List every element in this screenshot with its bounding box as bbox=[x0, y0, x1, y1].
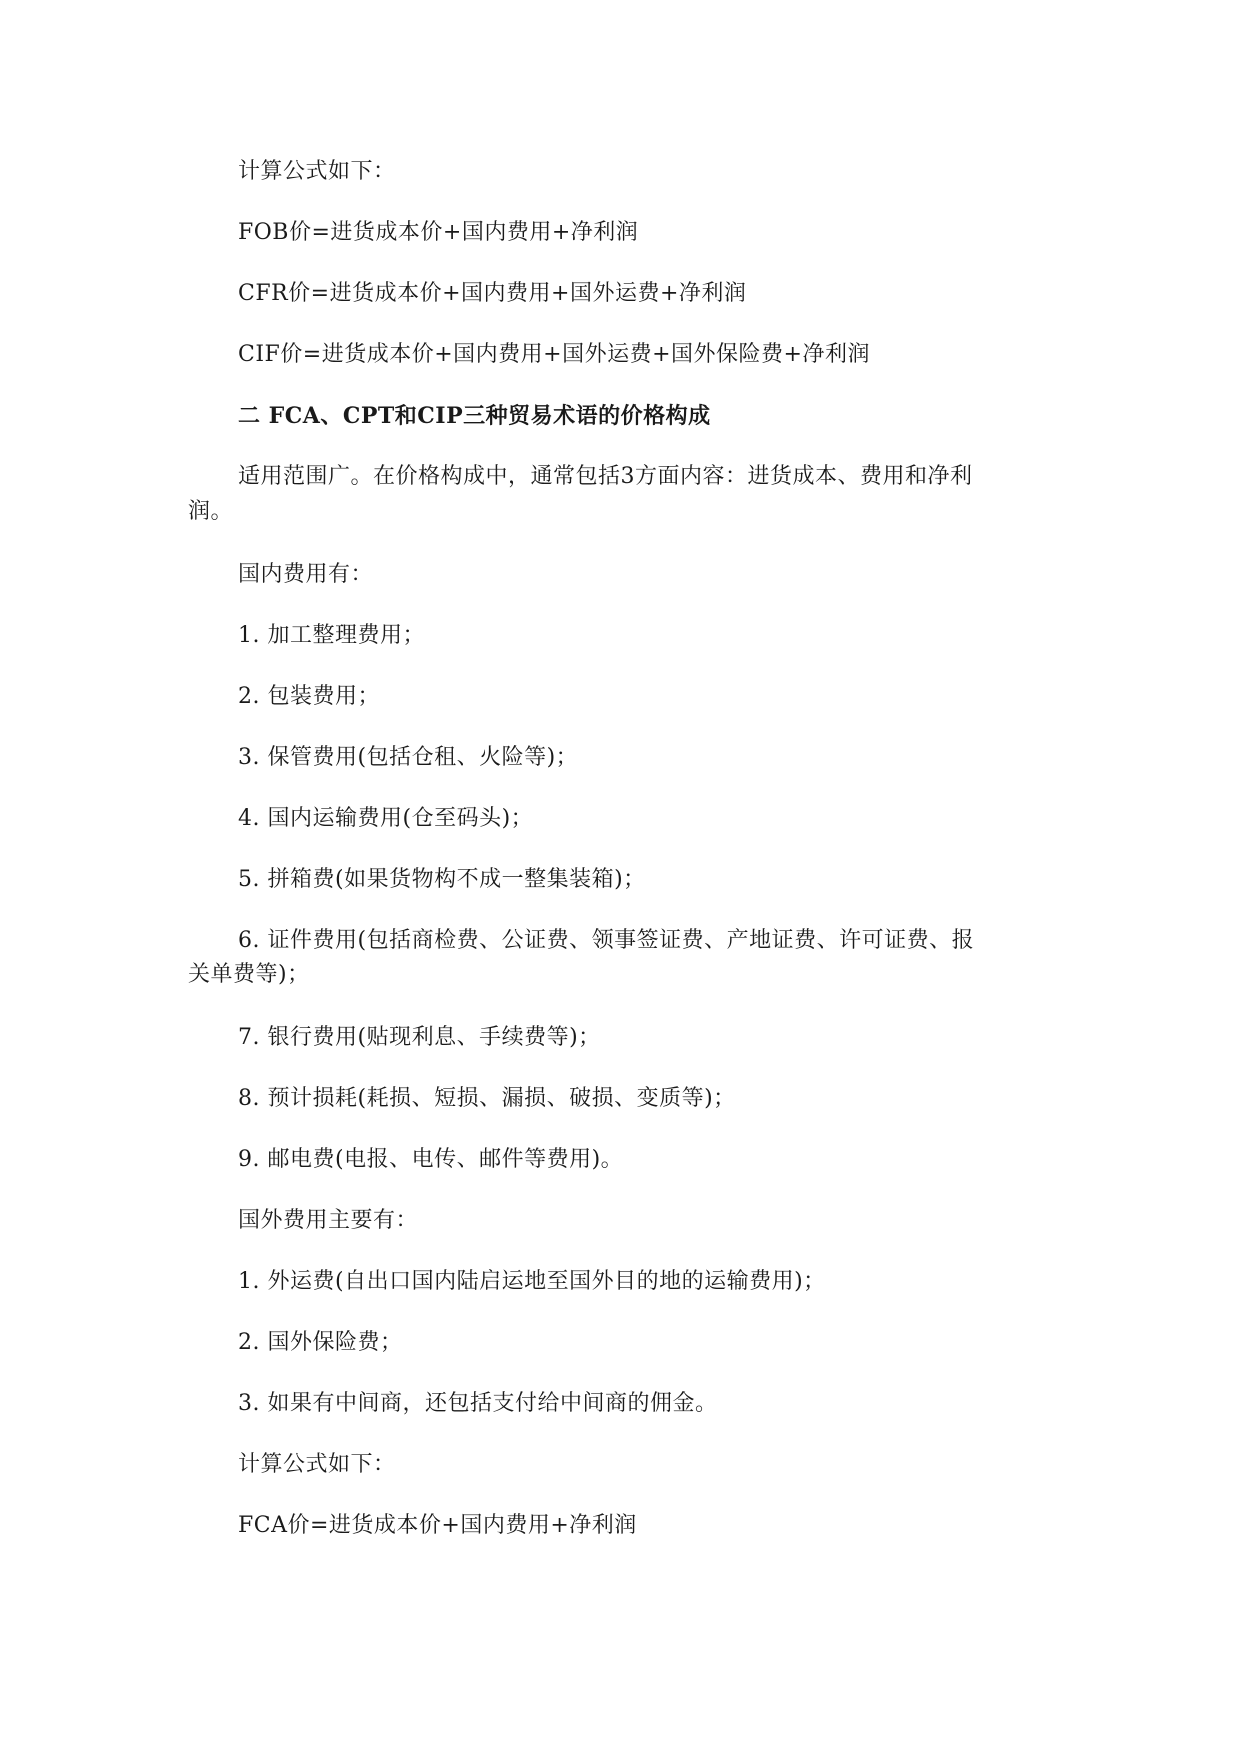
formula-fca: FCA价=进货成本价+国内费用+净利润 bbox=[238, 1513, 637, 1538]
list-item: 8. 预计损耗(耗损、短损、漏损、破损、变质等)； bbox=[238, 1086, 736, 1111]
list-item: 1. 外运费(自出口国内陆启运地至国外目的地的运输费用)； bbox=[238, 1269, 826, 1294]
list-item-cont: 关单费等)； bbox=[188, 962, 310, 987]
list-item: 5. 拼箱费(如果货物构不成一整集装箱)； bbox=[238, 867, 646, 892]
paragraph-scope: 适用范围广。在价格构成中，通常包括3方面内容：进货成本、费用和净利 bbox=[238, 464, 973, 489]
list-item: 2. 包装费用； bbox=[238, 684, 380, 709]
list-item: 1. 加工整理费用； bbox=[238, 623, 425, 648]
section-heading: 二 FCA、CPT和CIP三种贸易术语的价格构成 bbox=[238, 403, 711, 429]
list-item: 3. 如果有中间商，还包括支付给中间商的佣金。 bbox=[238, 1391, 718, 1416]
list-item: 3. 保管费用(包括仓租、火险等)； bbox=[238, 745, 579, 770]
list-item: 9. 邮电费(电报、电传、邮件等费用)。 bbox=[238, 1147, 624, 1172]
formula-fob: FOB价=进货成本价+国内费用+净利润 bbox=[238, 220, 639, 245]
list-item: 2. 国外保险费； bbox=[238, 1330, 403, 1355]
formula-cfr: CFR价=进货成本价+国内费用+国外运费+净利润 bbox=[238, 281, 747, 306]
list-item: 7. 银行费用(贴现利息、手续费等)； bbox=[238, 1025, 601, 1050]
formula-cif: CIF价=进货成本价+国内费用+国外运费+国外保险费+净利润 bbox=[238, 342, 870, 367]
domestic-costs-heading: 国内费用有： bbox=[238, 562, 374, 587]
list-item: 4. 国内运输费用(仓至码头)； bbox=[238, 806, 534, 831]
paragraph-scope-cont: 润。 bbox=[188, 499, 234, 524]
formula-intro: 计算公式如下： bbox=[238, 159, 396, 184]
formula-intro: 计算公式如下： bbox=[238, 1452, 396, 1477]
foreign-costs-heading: 国外费用主要有： bbox=[238, 1208, 419, 1233]
list-item: 6. 证件费用(包括商检费、公证费、领事签证费、产地证费、许可证费、报 bbox=[238, 928, 975, 953]
